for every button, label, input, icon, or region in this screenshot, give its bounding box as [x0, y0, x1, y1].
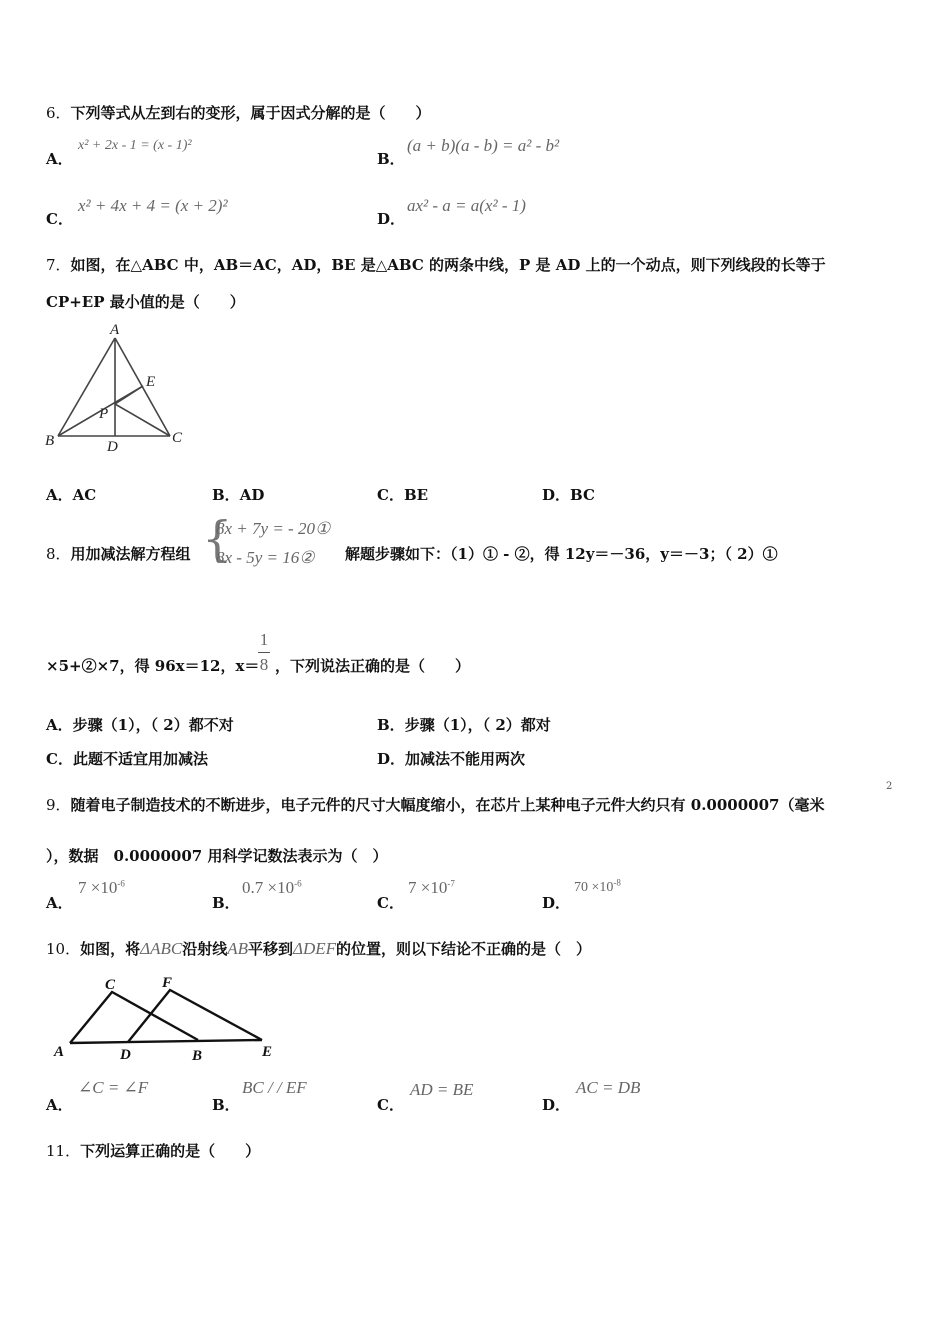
q7-option-a[interactable]: A．AC [46, 486, 97, 504]
q10-option-a[interactable]: A． [46, 1096, 73, 1114]
q10-option-d-math: AC = DB [576, 1078, 641, 1097]
q9-option-b-math: $0.7 \times 10^{-6}$ [242, 878, 302, 897]
q10-stem: 10．如图，将ΔABC沿射线AB平移到ΔDEF的位置，则以下结论不正确的是（ ） [46, 939, 592, 958]
q10-option-a-math: ∠C = ∠F [78, 1078, 149, 1097]
q8-fraction [258, 630, 270, 675]
q9-superscript: 2 [886, 781, 893, 792]
q8-stem-line2-end: ，下列说法正确的是（ ） [275, 657, 471, 675]
q9-option-b[interactable]: B． [212, 894, 240, 912]
q6-option-c-math: x² + 4x + 4 = (x + 2)² [78, 196, 228, 215]
q7-option-d[interactable]: D．BC [542, 486, 595, 504]
q6-option-d[interactable]: D． [377, 210, 406, 228]
q7-label-a: A [110, 322, 120, 338]
q7-option-c[interactable]: C．BE [377, 486, 429, 504]
q11-stem: 11．下列运算正确的是（ ） [46, 1142, 261, 1160]
q9-option-c-math: $7 \times 10^{-7}$ [408, 878, 455, 897]
q10-option-b-math: BC / / EF [242, 1078, 307, 1097]
q8-fraction-denominator: 8 [259, 655, 269, 674]
q6-option-b-math: (a + b)(a - b) = a² - b² [407, 136, 560, 155]
q10-translation-figure [50, 970, 290, 1066]
q10-label-e: E [262, 1044, 273, 1060]
q7-option-b[interactable]: B．AD [212, 486, 265, 504]
q8-stem-start: 8．用加减法解方程组 [46, 545, 191, 563]
q7-label-d: D [107, 439, 118, 455]
q8-fraction-numerator: 1 [259, 630, 269, 649]
q8-option-b[interactable]: B．步骤（1），（ 2）都对 [377, 716, 551, 734]
q6-option-a-math: x² + 2x - 1 = (x - 1)² [78, 138, 192, 153]
q8-option-a[interactable]: A．步骤（1），（ 2）都不对 [46, 716, 234, 734]
q10-label-b: B [192, 1048, 203, 1064]
q7-segment-pe [115, 386, 143, 404]
q8-brace: { [202, 511, 233, 567]
q9-option-d[interactable]: D． [542, 894, 571, 912]
q8-stem-line2: ×5+②×7，得 96x＝12，x＝ [46, 657, 260, 675]
q10-ray-ae [70, 1040, 262, 1043]
q6-option-d-math: ax² - a = a(x² - 1) [407, 196, 526, 215]
q10-label-c: C [105, 977, 116, 993]
q10-option-b[interactable]: B． [212, 1096, 240, 1114]
q10-label-d: D [120, 1047, 131, 1063]
q7-label-e: E [146, 374, 156, 390]
q7-stem-line2: CP+EP 最小值的是（ ） [46, 293, 245, 311]
q8-option-c[interactable]: C．此题不适宜用加减法 [46, 750, 208, 768]
q7-triangle-figure [40, 318, 200, 456]
q8-option-d[interactable]: D．加减法不能用两次 [377, 750, 526, 768]
q7-stem-line1: 7．如图，在△ABC 中，AB＝AC，AD，BE 是△ABC 的两条中线，P 是 AD 上的一个动点，则下列线段的长等于 [46, 256, 826, 274]
q10-math-abc: ΔABC [140, 939, 183, 958]
q6-option-b[interactable]: B． [377, 150, 405, 168]
q10-math-ab: AB [227, 939, 248, 958]
q10-option-c[interactable]: C． [377, 1096, 404, 1114]
q10-option-d[interactable]: D． [542, 1096, 571, 1114]
q9-option-d-math: $70 \times 10^{-8}$ [574, 877, 621, 895]
q10-label-a: A [54, 1044, 65, 1060]
q10-option-c-math: AD = BE [410, 1080, 474, 1099]
q9-option-c[interactable]: C． [377, 894, 404, 912]
q8-equation-1: 8x + 7y = - 20① [216, 519, 331, 538]
q8-stem-mid: 解题步骤如下：（1）① - ②，得 12y＝－36，y＝－3；（ 2）① [345, 545, 778, 563]
q9-option-a-math: $7 \times 10^{-6}$ [78, 878, 125, 897]
q6-option-a[interactable]: A． [46, 150, 73, 168]
q8-equation-2: 8x - 5y = 16② [216, 548, 315, 567]
q9-option-a[interactable]: A． [46, 894, 73, 912]
q10-triangle-def [128, 990, 262, 1042]
q7-label-b: B [45, 433, 55, 449]
q6-option-c[interactable]: C． [46, 210, 73, 228]
q7-label-c: C [172, 430, 183, 446]
q10-label-f: F [162, 975, 173, 991]
q6-stem: 6．下列等式从左到右的变形，属于因式分解的是（ ） [46, 104, 431, 122]
q10-math-def: ΔDEF [293, 939, 337, 958]
q9-stem-line2: ），数据 0.0000007 用科学记数法表示为（ ） [46, 847, 388, 865]
q9-stem-line1: 9．随着电子制造技术的不断进步，电子元件的尺寸大幅度缩小，在芯片上某种电子元件大约只有 0.0000007（毫米 [46, 796, 825, 814]
q7-label-p: P [99, 406, 109, 422]
